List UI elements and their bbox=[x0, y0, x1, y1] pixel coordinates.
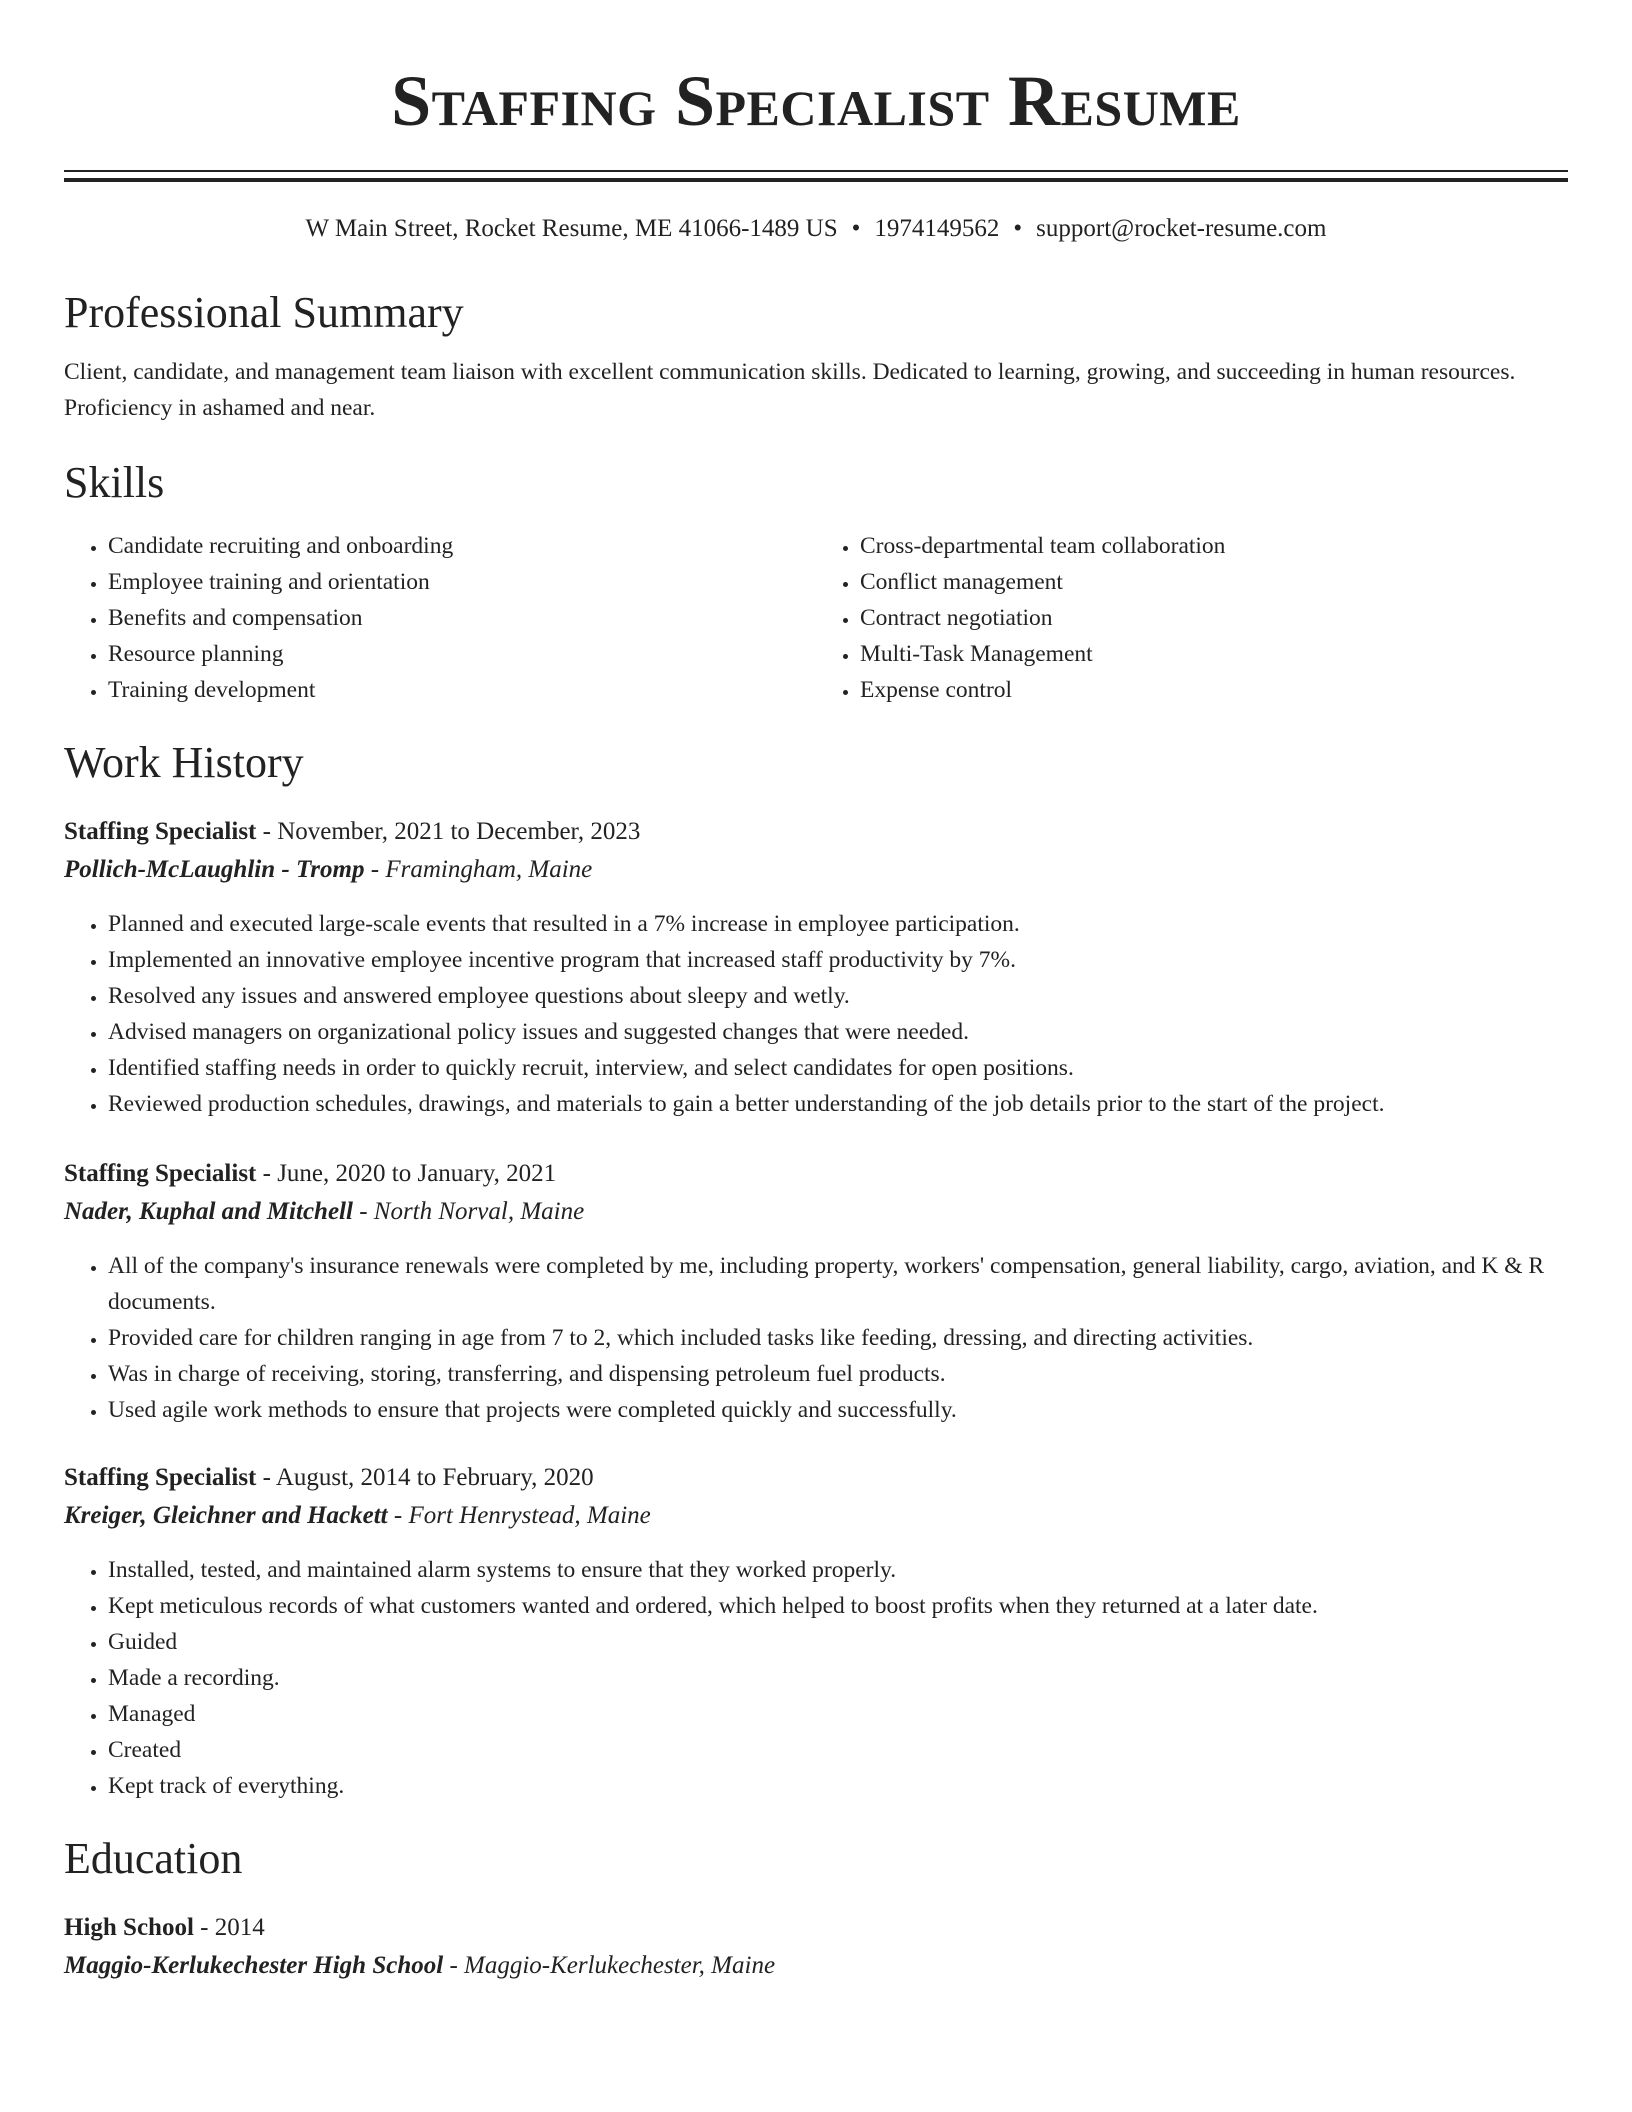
skill-item: • Candidate recruiting and onboarding bbox=[108, 528, 816, 564]
contact-email: support@rocket-resume.com bbox=[1036, 215, 1327, 242]
job-bullet: • Kept track of everything. bbox=[108, 1768, 1568, 1804]
job-dates: June, 2020 to January, 2021 bbox=[277, 1160, 557, 1187]
job-bullet: • Kept meticulous records of what customers wanted and ordered, which helped to boost profits when they returned at a later date. bbox=[108, 1588, 1568, 1624]
skills-heading: Skills bbox=[64, 458, 165, 507]
summary-text: Client, candidate, and management team liaison with excellent communication skills. Dedicated to learning, growing, and succeeding in human resources. Proficiency in ashamed and near. bbox=[64, 359, 1516, 421]
job-bullet: • Was in charge of receiving, storing, transferring, and dispensing petroleum fuel products. bbox=[108, 1356, 1568, 1392]
skills-list bbox=[64, 528, 1568, 708]
skill-item: • Contract negotiation bbox=[860, 600, 1568, 636]
dash: - bbox=[193, 1914, 215, 1941]
dash: - bbox=[443, 1952, 465, 1979]
dash: - bbox=[256, 1464, 276, 1491]
job-bullet: • Resolved any issues and answered employee questions about sleepy and wetly. bbox=[108, 978, 1568, 1014]
education-location: Maggio-Kerlukechester, Maine bbox=[464, 1952, 776, 1979]
job-dates: November, 2021 to December, 2023 bbox=[277, 818, 641, 845]
skill-item: • Multi-Task Management bbox=[860, 636, 1568, 672]
skill-item: • Expense control bbox=[860, 672, 1568, 708]
company-line bbox=[64, 1498, 1568, 1534]
contact-separator: • bbox=[1013, 215, 1023, 242]
company-line bbox=[64, 852, 1568, 888]
education-degree: High School bbox=[64, 1914, 194, 1941]
job-title: Staffing Specialist bbox=[64, 818, 257, 845]
job-dates: August, 2014 to February, 2020 bbox=[275, 1464, 594, 1491]
title-divider-thin bbox=[64, 170, 1568, 172]
skill-item: • Resource planning bbox=[108, 636, 816, 672]
education-school: Maggio-Kerlukechester High School bbox=[64, 1952, 444, 1979]
job-bullet: • Provided care for children ranging in age from 7 to 2, which included tasks like feeding, dressing, and directing activities. bbox=[108, 1320, 1568, 1356]
skill-item: • Training development bbox=[108, 672, 816, 708]
job-bullet: • Installed, tested, and maintained alarm systems to ensure that they worked properly. bbox=[108, 1552, 1568, 1588]
job-title-line bbox=[64, 814, 1568, 850]
dash: - bbox=[256, 1160, 278, 1187]
job-bullet: • Made a recording. bbox=[108, 1660, 1568, 1696]
company-name: Nader, Kuphal and Mitchell bbox=[64, 1198, 353, 1225]
job-bullet: • Managed bbox=[108, 1696, 1568, 1732]
contact-address: W Main Street, Rocket Resume, ME 41066-1489 US bbox=[305, 215, 838, 242]
job-title-line bbox=[64, 1156, 1568, 1192]
skill-item: • Conflict management bbox=[860, 564, 1568, 600]
contact-line bbox=[64, 214, 1568, 244]
job-bullet: • Identified staffing needs in order to quickly recruit, interview, and select candidates for open positions. bbox=[108, 1050, 1568, 1086]
work-history-heading: Work History bbox=[64, 738, 304, 787]
education-year: 2014 bbox=[214, 1914, 265, 1941]
job-bullet: • Advised managers on organizational policy issues and suggested changes that were needed. bbox=[108, 1014, 1568, 1050]
skills-column-left bbox=[64, 528, 816, 708]
job-bullet: • Planned and executed large-scale events that resulted in a 7% increase in employee participation. bbox=[108, 906, 1568, 942]
page-title: Staffing Specialist Resume bbox=[391, 61, 1241, 141]
company-location: Fort Henrystead, Maine bbox=[408, 1502, 651, 1529]
job-title: Staffing Specialist bbox=[64, 1160, 257, 1187]
job-bullet: • Used agile work methods to ensure that projects were completed quickly and successfully. bbox=[108, 1392, 1568, 1428]
contact-separator: • bbox=[851, 215, 861, 242]
company-location: North Norval, Maine bbox=[373, 1198, 585, 1225]
job-bullet: • Created bbox=[108, 1732, 1568, 1768]
job-bullet: • Reviewed production schedules, drawings, and materials to gain a better understanding of the job details prior to the start of the project. bbox=[108, 1086, 1568, 1122]
company-name: Kreiger, Gleichner and Hackett bbox=[64, 1502, 388, 1529]
company-location: Framingham, Maine bbox=[385, 856, 593, 883]
skill-item: • Employee training and orientation bbox=[108, 564, 816, 600]
skill-item: • Cross-departmental team collaboration bbox=[860, 528, 1568, 564]
job-bullets bbox=[64, 906, 1568, 1122]
dash: - bbox=[387, 1502, 409, 1529]
dash: - bbox=[352, 1198, 374, 1225]
skill-item: • Benefits and compensation bbox=[108, 600, 816, 636]
job-bullets bbox=[64, 1248, 1568, 1428]
job-bullet: • All of the company's insurance renewals were completed by me, including property, workers' compensation, general liability, cargo, aviation, and K & R documents. bbox=[108, 1248, 1568, 1320]
job-bullet: • Guided bbox=[108, 1624, 1568, 1660]
company-line bbox=[64, 1194, 1568, 1230]
dash: - bbox=[256, 818, 278, 845]
job-title-line bbox=[64, 1460, 1568, 1496]
title-divider-thick bbox=[64, 178, 1568, 182]
skills-column-right bbox=[816, 528, 1568, 708]
education-school-line bbox=[64, 1948, 1568, 1984]
job-title: Staffing Specialist bbox=[64, 1464, 257, 1491]
contact-phone: 1974149562 bbox=[874, 215, 1000, 242]
education-degree-line bbox=[64, 1910, 1568, 1946]
dash: - bbox=[364, 856, 386, 883]
job-bullet: • Implemented an innovative employee incentive program that increased staff productivity by 7%. bbox=[108, 942, 1568, 978]
job-bullets bbox=[64, 1552, 1568, 1804]
company-name: Pollich-McLaughlin - Tromp bbox=[64, 856, 365, 883]
education-heading: Education bbox=[64, 1834, 243, 1883]
summary-heading: Professional Summary bbox=[64, 288, 464, 337]
